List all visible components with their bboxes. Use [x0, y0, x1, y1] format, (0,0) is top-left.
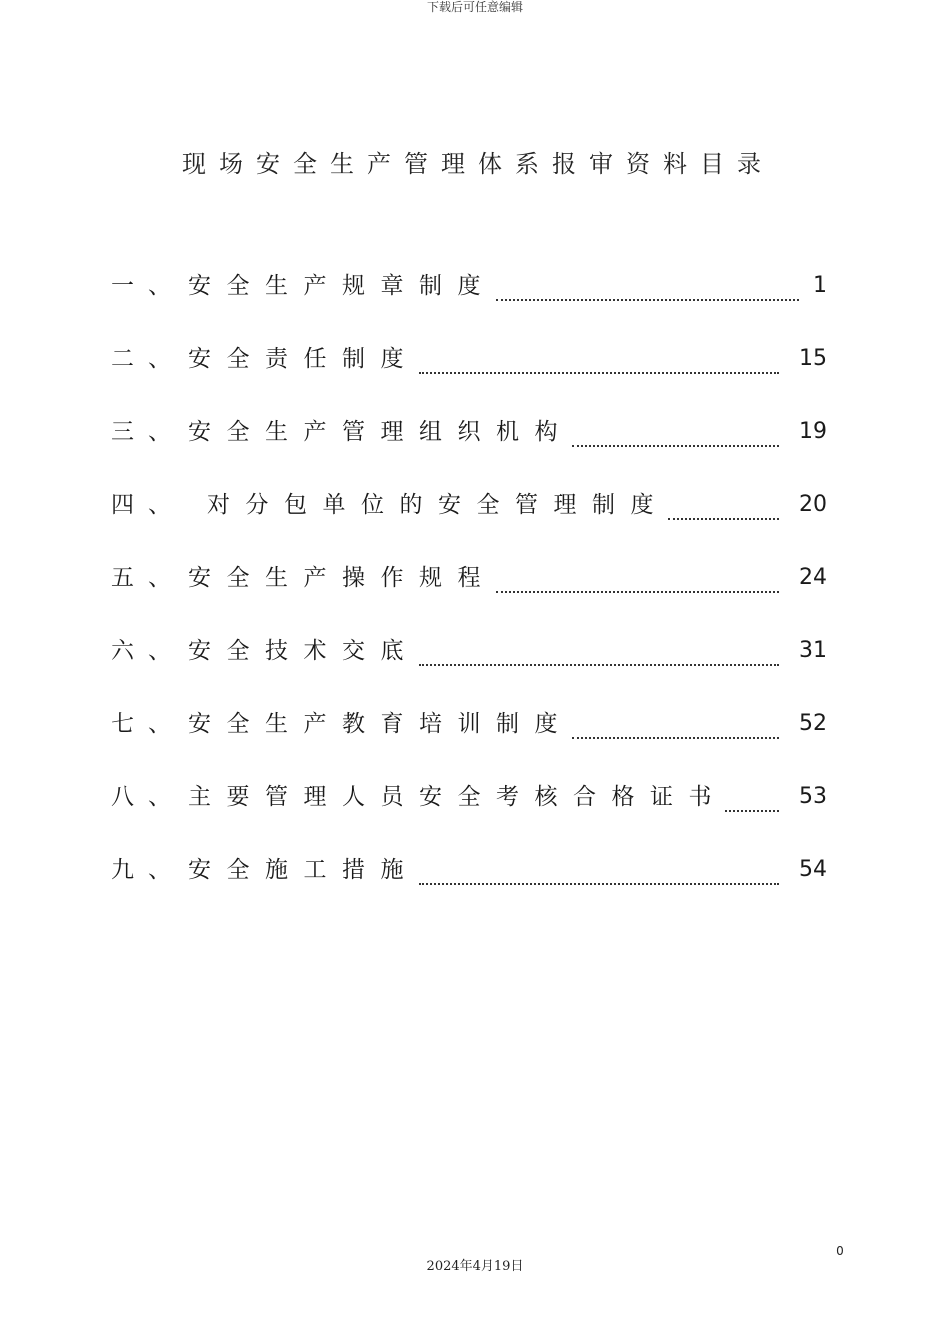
toc-entry[interactable] [111, 852, 829, 925]
page-header: 下载后可任意编辑 [426, 0, 523, 14]
toc-entry-page: 24 [799, 565, 827, 590]
toc-entry-title: 安全生产管理组织机构 [188, 419, 573, 445]
toc-entry-number: 九、 [111, 857, 185, 883]
toc-entry[interactable] [111, 414, 829, 487]
toc-entry-page: 54 [799, 857, 827, 882]
toc-entry-page: 1 [813, 273, 827, 298]
toc-entry-page: 52 [799, 711, 827, 736]
toc-entry-title: 安全责任制度 [188, 346, 419, 372]
toc-entry[interactable] [111, 560, 829, 633]
toc-entry-number: 四、 [111, 492, 185, 518]
toc-entry-title: 对分包单位的安全管理制度 [207, 492, 669, 518]
toc-entry[interactable] [111, 706, 829, 779]
toc-entry-number: 一、 [111, 273, 185, 299]
toc-dot-leader [496, 277, 799, 301]
toc-entry[interactable] [111, 487, 829, 560]
toc-dot-leader [668, 496, 779, 520]
table-of-contents [111, 268, 829, 925]
toc-entry-number: 七、 [111, 711, 185, 737]
document-title: 现场安全生产管理体系报审资料目录 [182, 150, 774, 178]
toc-entry-page: 53 [799, 784, 827, 809]
toc-entry-number: 八、 [111, 784, 185, 810]
toc-entry-title: 安全生产规章制度 [188, 273, 496, 299]
toc-dot-leader [419, 861, 779, 885]
toc-entry-title: 安全生产教育培训制度 [188, 711, 573, 737]
toc-entry-page: 19 [799, 419, 827, 444]
toc-dot-leader [496, 569, 779, 593]
toc-entry-page: 31 [799, 638, 827, 663]
toc-entry-number: 五、 [111, 565, 185, 591]
toc-entry-page: 20 [799, 492, 827, 517]
toc-dot-leader [572, 423, 779, 447]
toc-entry-title: 安全技术交底 [188, 638, 419, 664]
toc-entry-title: 安全施工措施 [188, 857, 419, 883]
toc-entry[interactable] [111, 268, 829, 341]
toc-dot-leader [572, 715, 779, 739]
toc-entry[interactable] [111, 633, 829, 706]
toc-entry[interactable] [111, 779, 829, 852]
toc-entry-title: 主要管理人员安全考核合格证书 [188, 784, 727, 810]
page-number: 0 [836, 1244, 844, 1258]
toc-entry-number: 二、 [111, 346, 185, 372]
toc-entry-page: 15 [799, 346, 827, 371]
toc-dot-leader [725, 788, 779, 812]
toc-dot-leader [419, 350, 779, 374]
toc-dot-leader [419, 642, 779, 666]
toc-entry-number: 三、 [111, 419, 185, 445]
toc-entry-number: 六、 [111, 638, 185, 664]
toc-entry-title: 安全生产操作规程 [188, 565, 496, 591]
toc-entry[interactable] [111, 341, 829, 414]
page-footer-date: 2024年4月19日 [426, 1259, 524, 1274]
